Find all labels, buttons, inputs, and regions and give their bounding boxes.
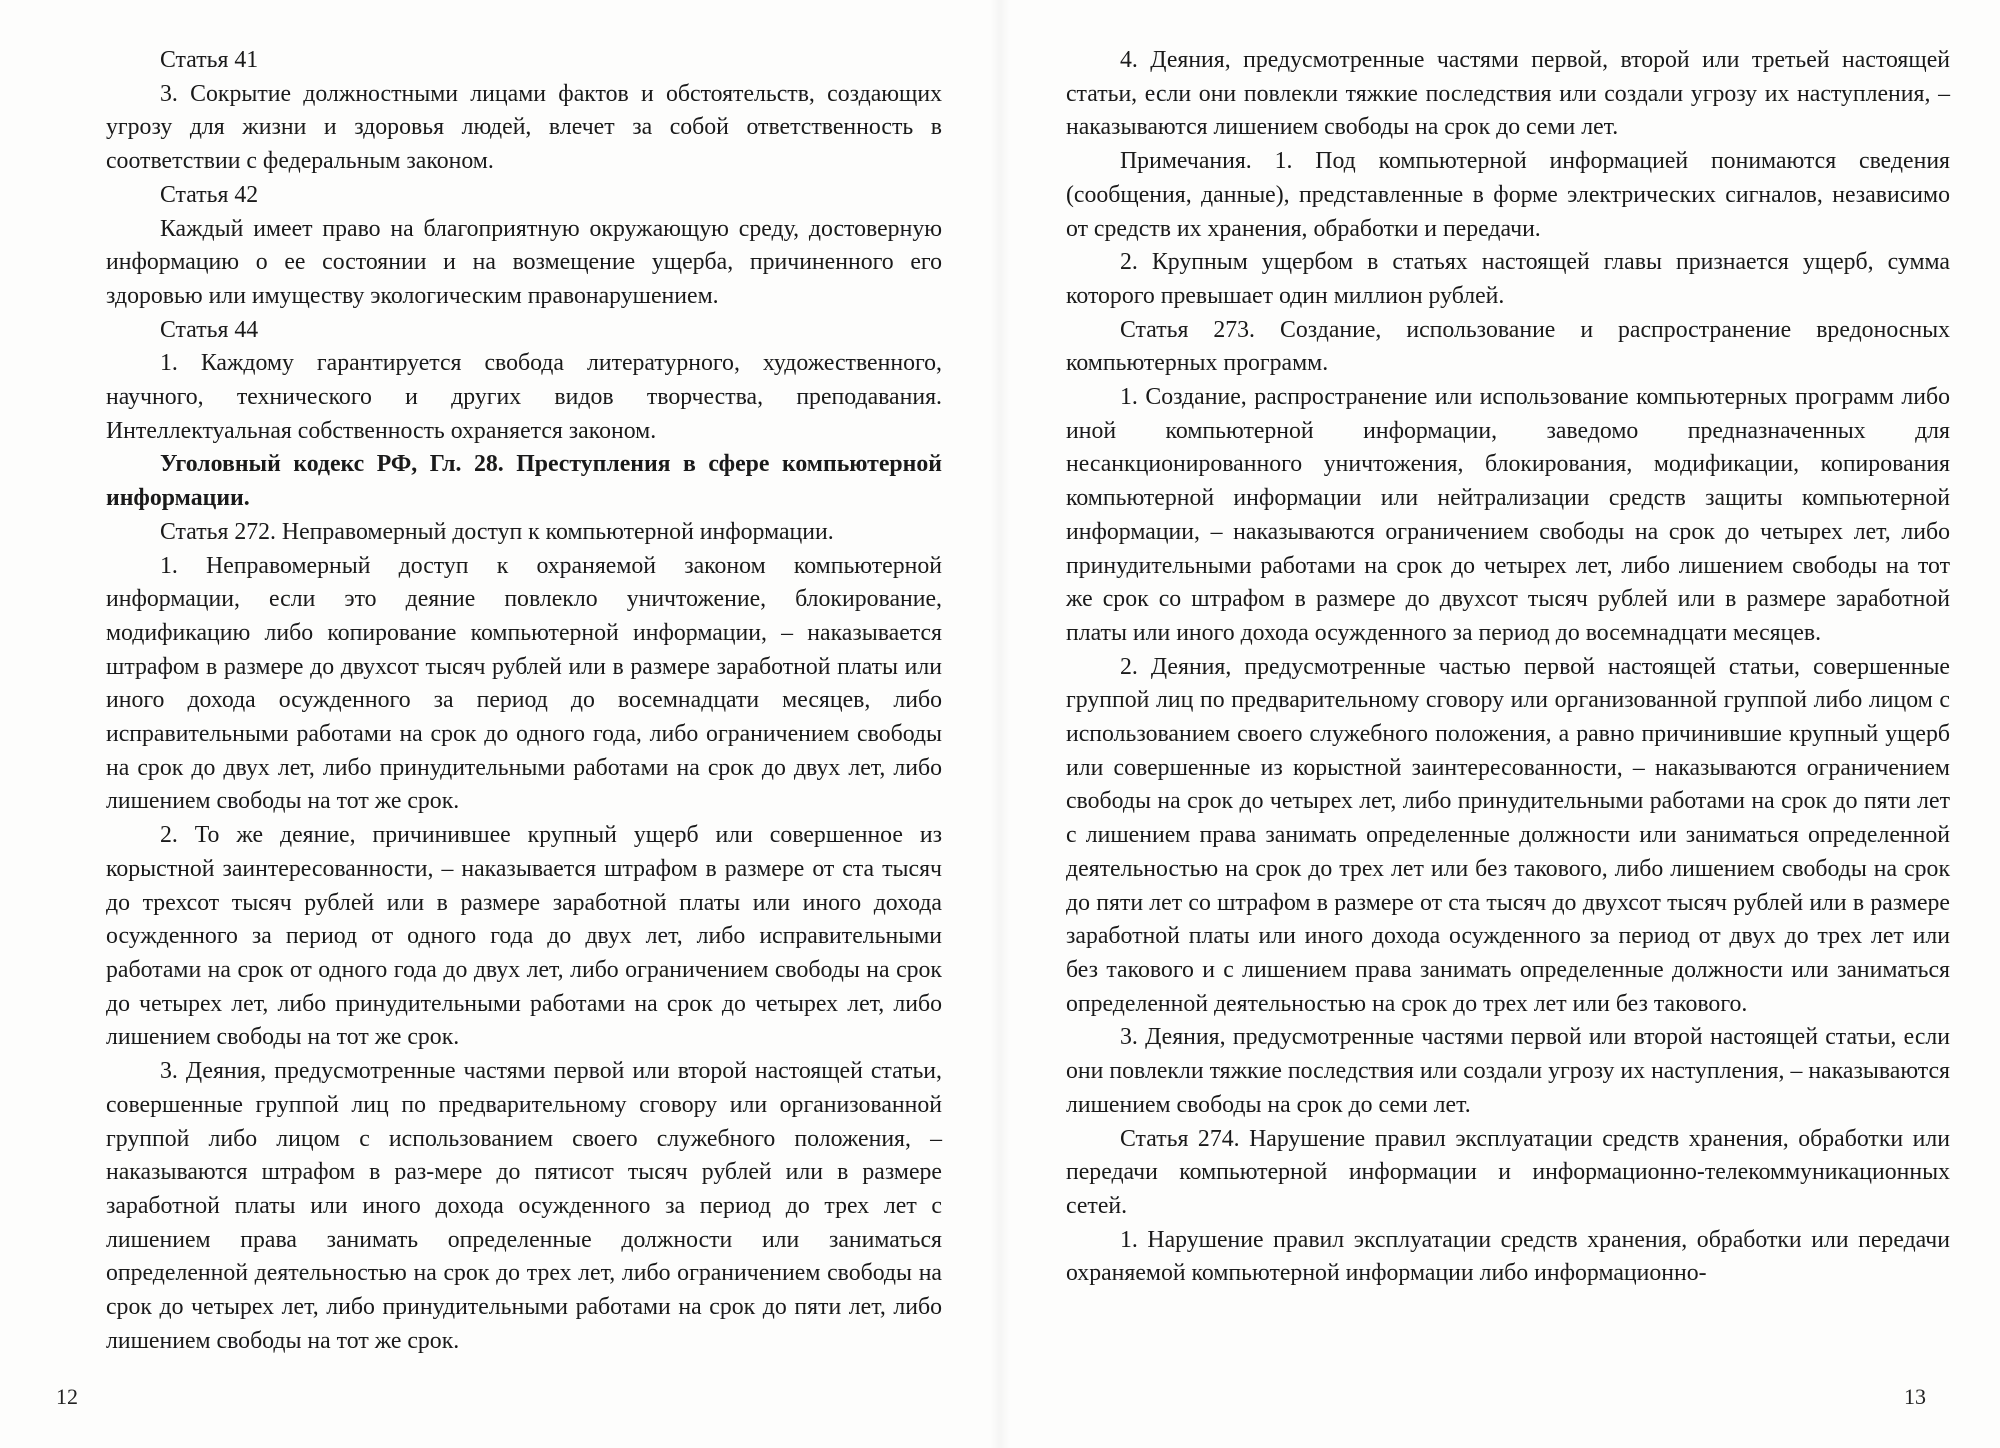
paragraph: 4. Деяния, предусмотренные частями первой, второй или третьей настоящей статьи, если они повлекли тяжкие последствия или создали угрозу их наступления, – наказываются лишением свободы на срок до семи лет. [1066, 47, 1950, 141]
page-number-left: 12 [56, 1384, 78, 1409]
article-heading: Статья 272. Неправомерный доступ к компьютерной информации. [160, 518, 834, 545]
paragraph: 3. Деяния, предусмотренные частями первой или второй настоящей статьи, совершенные группой лиц по предварительному сговору или организованной группой либо лицом с использованием своего служебного положения, – наказываются штрафом в раз-мере до пятисот тысяч рублей или в размере заработной платы или иного дохода осужденного за период до трех лет с лишением права занимать определенные должности или заниматься определенной деятельностью на срок до трех лет, либо ограничением свободы на срок до четырех лет, либо принудительными работами на срок до пяти лет, либо лишением свободы на тот же срок. [106, 1058, 942, 1354]
paragraph: Каждый имеет право на благоприятную окружающую среду, достоверную информацию о ее состоянии и на возмещение ущерба, причиненного его здоровью или имуществу экологическим правонарушением. [106, 215, 942, 309]
article-heading: Статья 274. Нарушение правил эксплуатации средств хранения, обработки или передачи компьютерной информации и информационно-телекоммуникационных сетей. [1066, 1125, 1950, 1219]
paragraph: 2. То же деяние, причинившее крупный ущерб или совершенное из корыстной заинтересованности, – наказывается штрафом в размере от ста тысяч до трехсот тысяч рублей или в размере заработной платы или иного дохода осужденного за период от одного года до двух лет, либо исправительными работами на срок от одного года до двух лет, либо ограничением свободы на срок до четырех лет, либо принудительными работами на срок до четырех лет, либо лишением свободы на тот же срок. [106, 822, 942, 1051]
paragraph: 1. Нарушение правил эксплуатации средств хранения, обработки или передачи охраняемой компьютерной информации либо информационно- [1066, 1226, 1950, 1287]
paragraph: 2. Крупным ущербом в статьях настоящей главы признается ущерб, сумма которого превышает один миллион рублей. [1066, 249, 1950, 309]
article-heading: Статья 273. Создание, использование и распространение вредоносных компьютерных программ. [1066, 316, 1950, 377]
paragraph: 3. Сокрытие должностными лицами фактов и обстоятельств, создающих угрозу для жизни и здоровья людей, влечет за собой ответственность в соответствии с федеральным законом. [106, 80, 942, 175]
paragraph: 1. Каждому гарантируется свобода литературного, художественного, научного, технического и других видов творчества, преподавания. Интеллектуальная собственность охраняется законом. [106, 350, 942, 444]
page-number-right: 13 [1904, 1384, 1926, 1409]
article-heading: Статья 44 [160, 316, 259, 343]
right-page [1066, 44, 1950, 1291]
book-gutter [990, 0, 1010, 1448]
article-heading: Статья 42 [160, 181, 259, 208]
left-page-text [106, 44, 942, 1358]
right-page-text [1066, 44, 1950, 1291]
left-page [106, 44, 942, 1358]
paragraph: 1. Неправомерный доступ к охраняемой законом компьютерной информации, если это деяние повлекло уничтожение, блокирование, модификацию либо копирование компьютерной информации, – наказывается штрафом в размере до двухсот тысяч рублей или в размере заработной платы или иного дохода осужденного за период до восемнадцати месяцев, либо исправительными работами на срок до одного года, либо ограничением свободы на срок до двух лет, либо принудительными работами на срок до двух лет, либо лишением свободы на тот же срок. [106, 552, 942, 815]
paragraph: 3. Деяния, предусмотренные частями первой или второй настоящей статьи, если они повлекли тяжкие последствия или создали угрозу их наступления, – наказываются лишением свободы на срок до семи лет. [1066, 1024, 1950, 1118]
paragraph: Примечания. 1. Под компьютерной информацией понимаются сведения (сообщения, данные), представленные в форме электрических сигналов, независимо от средств их хранения, обработки и передачи. [1066, 148, 1950, 242]
paragraph: 2. Деяния, предусмотренные частью первой настоящей статьи, совершенные группой лиц по предварительному сговору или организованной группой либо лицом с использованием своего служебного положения, а равно причинившие крупный ущерб или совершенные из корыстной заинтересованности, – наказываются ограничением свободы на срок до четырех лет, либо принудительными работами на срок до пяти лет с лишением права занимать определенные должности или заниматься определенной деятельностью на срок до трех лет или без такового, либо лишением свободы на срок до пяти лет со штрафом в размере от ста тысяч до двухсот тысяч рублей или в размере заработной платы или иного дохода осужденного за период от двух до трех лет или без такового и с лишением права занимать определенные должности или заниматься определенной деятельностью на срок до трех лет или без такового. [1066, 653, 1950, 1017]
article-heading: Статья 41 [160, 47, 259, 73]
paragraph: 1. Создание, распространение или использование компьютерных программ либо иной компьютерной информации, заведомо предназначенных для несанкционированного уничтожения, блокирования, модификации, копирования компьютерной информации или нейтрализации средств защиты компьютерной информации, – наказываются ограничением свободы на срок до четырех лет, либо принудительными работами на срок до четырех лет, либо лишением свободы на тот же срок со штрафом в размере до двухсот тысяч рублей или в размере заработной платы или иного дохода осужденного за период до восемнадцати месяцев. [1066, 384, 1950, 646]
chapter-heading: Уголовный кодекс РФ, Гл. 28. Преступления в сфере компьютерной информации. [106, 451, 942, 512]
